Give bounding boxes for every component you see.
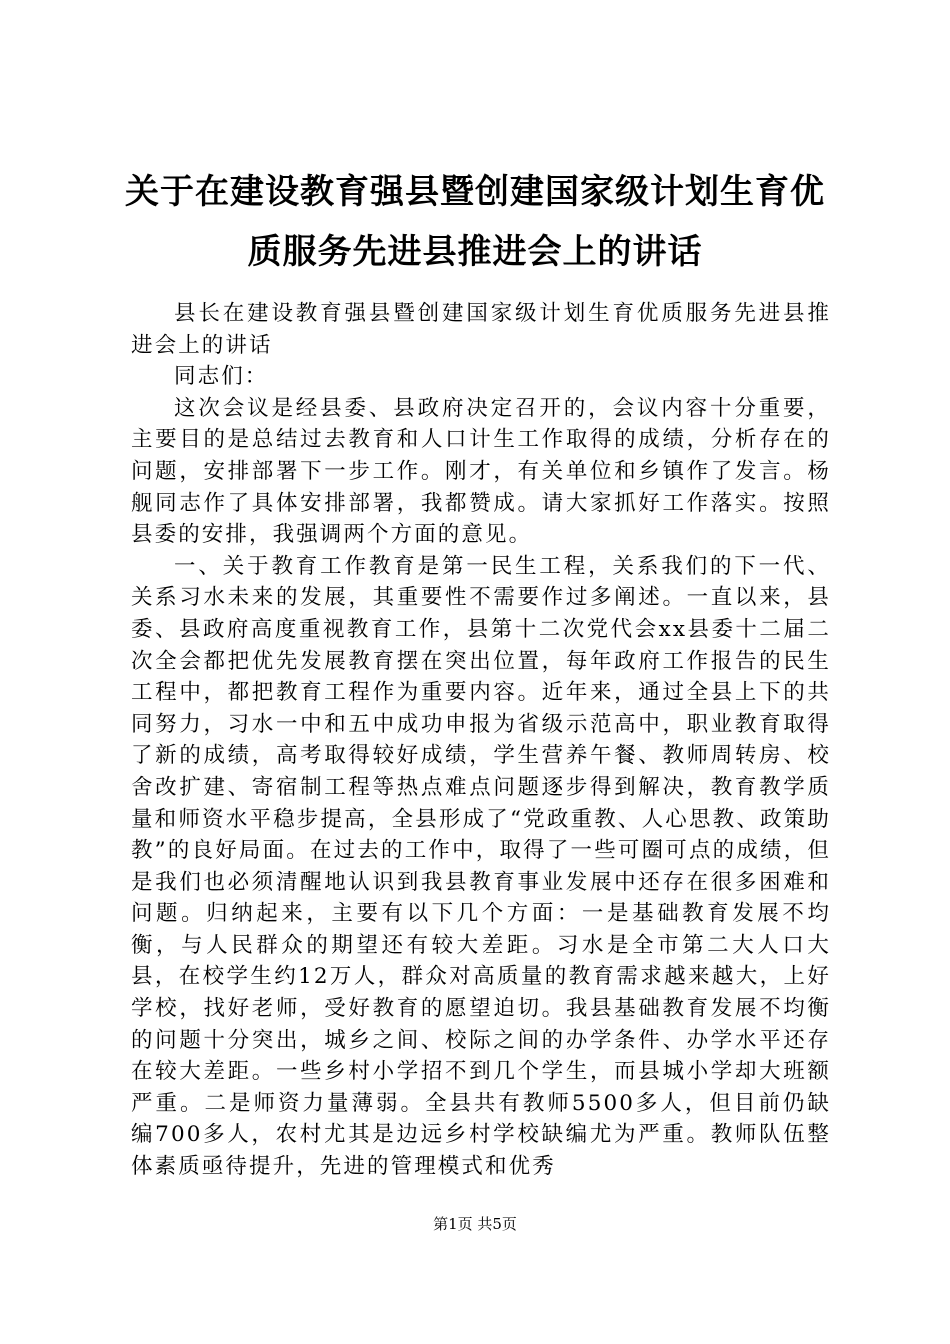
subtitle-paragraph: 县长在建设教育强县暨创建国家级计划生育优质服务先进县推进会上的讲话 (131, 301, 831, 358)
salutation-paragraph: 同志们： (174, 364, 269, 390)
body-paragraph: 一、关于教育工作教育是第一民生工程，关系我们的下一代、关系习水未来的发展，其重要性不需要作过多阐述。一直以来，县委、县政府高度重视教育工作，县第十二次党代会xx县委十二届二次全会都把优先发展教育摆在突出位置，每年政府工作报告的民生工程中，都把教育工程作为重要内容。近年来，通过全县上下的共同努力，习水一中和五中成功申报为省级示范高中，职业教育取得了新的成绩，高考取得较好成绩，学生营养午餐、教师周转房、校舍改扩建、寄宿制工程等热点难点问题逐步得到解决，教育教学质量和师资水平稳步提高，全县形成了“党政重教、人心思教、政策助教”的良好局面。在过去的工作中，取得了一些可圈可点的成绩，但是我们也必须清醒地认识到我县教育事业发展中还存在很多困难和问题。归纳起来，主要有以下几个方面：一是基础教育发展不均衡，与人民群众的期望还有较大差距。习水是全市第二大人口大县，在校学生约12万人，群众对高质量的教育需求越来越大，上好学校，找好老师，受好教育的愿望迫切。我县基础教育发展不均衡的问题十分突出，城乡之间、校际之间的办学条件、办学水平还存在较大差距。一些乡村小学招不到几个学生，而县城小学却大班额严重。二是师资力量薄弱。全县共有教师5500多人，但目前仍缺编700多人，农村尤其是边远乡村学校缺编尤为严重。教师队伍整体素质亟待提升，先进的管理模式和优秀 (131, 553, 831, 1180)
body-paragraph: 这次会议是经县委、县政府决定召开的，会议内容十分重要，主要目的是总结过去教育和人口计生工作取得的成绩，分析存在的问题，安排部署下一步工作。刚才，有关单位和乡镇作了发言。杨舰同志作了具体安排部署，我都赞成。请大家抓好工作落实。按照县委的安排，我强调两个方面的意见。 (131, 395, 831, 548)
page-number-footer: 第1页 共5页 (433, 1215, 517, 1233)
document-body (131, 298, 831, 1183)
document-title: 关于在建设教育强县暨创建国家级计划生育优质服务先进县推进会上的讲话 (125, 172, 825, 272)
